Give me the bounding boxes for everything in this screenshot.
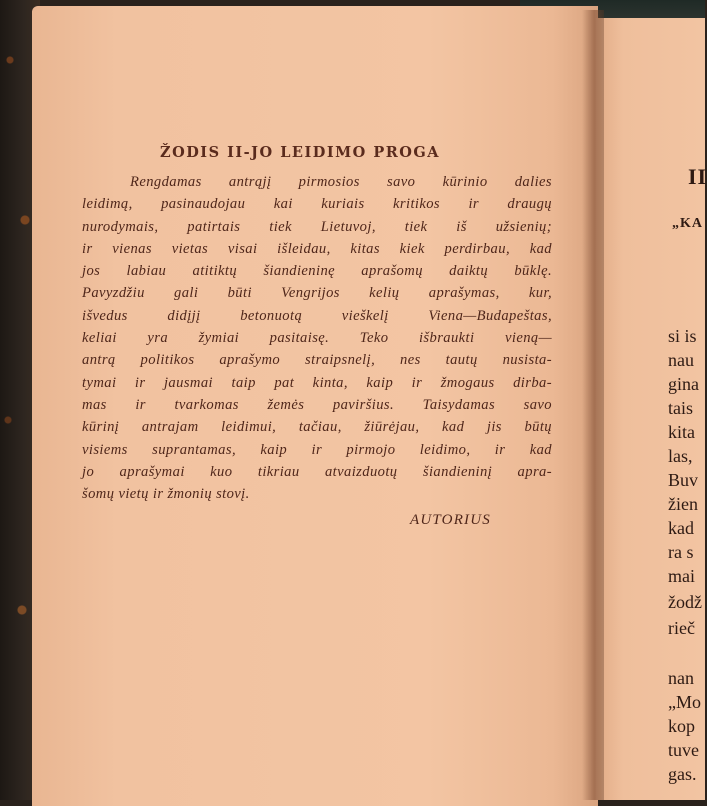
text-fragment: kad [668, 518, 694, 538]
text-fragment: gina [668, 374, 699, 394]
book-gutter [582, 10, 604, 800]
text-line: Rengdamas antrąjį pirmosios savo kūrinio dalies [130, 174, 552, 190]
text-line: keliai yra žymiai pasitaisę. Teko išbraukti vieną— [82, 330, 552, 347]
text-fragment: ra s [668, 542, 694, 562]
page-title: ŽODIS II-JO LEIDIMO PROGA [160, 144, 441, 161]
text-fragment: „Mo [668, 692, 701, 712]
text-line: nurodymais, patirtais tiek Lietuvoj, tiek iš užsienių; [82, 218, 552, 235]
text-fragment: gas. [668, 764, 697, 784]
text-fragment: žodž [668, 592, 702, 612]
text-line: Pavyzdžiu gali būti Vengrijos kelių aprašymas, kur, [82, 285, 552, 302]
right-page-heading: II [688, 164, 707, 189]
text-fragment: žien [668, 494, 698, 514]
text-line: jos labiau atitiktų šiandieninę aprašomų daiktų būklę. [82, 263, 552, 280]
text-fragment: nau [668, 350, 694, 370]
text-fragment: Buv [668, 470, 699, 490]
text-line: mas ir tvarkomas žemės paviršius. Taisydamas savo [82, 396, 552, 413]
text-line: antrą politikos aprašymo straipsnelį, nes tautų nusista- [82, 352, 552, 369]
text-line: išvedus didįjį betonuotą vieškelį Viena—Budapeštas, [82, 307, 552, 324]
text-line: leidimą, pasinaudojau kai kuriais kritikos ir draugų [82, 196, 552, 213]
text-fragment: si is [668, 326, 697, 346]
text-fragment: tuve [668, 740, 699, 760]
text-line: visiems suprantamas, kaip ir pirmojo leidimo, ir kad [82, 441, 552, 458]
text-fragment: rieč [668, 618, 695, 638]
text-fragment: nan [668, 668, 694, 688]
right-page-subheading: „KA [672, 216, 703, 231]
text-fragment: kop [668, 716, 695, 736]
preface-text [82, 171, 552, 505]
text-line: kūrinį antrajam leidimui, tačiau, žiūrėjau, kad jis būtų [82, 419, 552, 436]
text-fragment: kita [668, 422, 695, 442]
text-line: jo aprašymai kuo tikriau atvaizduotų šiandieninį apra- [82, 463, 552, 480]
text-fragment: mai [668, 566, 695, 586]
text-fragment: las, [668, 446, 693, 466]
author-signature: AUTORIUS [410, 512, 491, 528]
text-fragment: tais [668, 398, 693, 418]
text-line: ir vienas vietas visai išleidau, kitas kiek perdirbau, kad [82, 240, 552, 257]
text-line: tymai ir jausmai taip pat kinta, kaip ir žmogaus dirba- [82, 374, 552, 391]
text-line: šomų vietų ir žmonių stovį. [82, 486, 250, 503]
